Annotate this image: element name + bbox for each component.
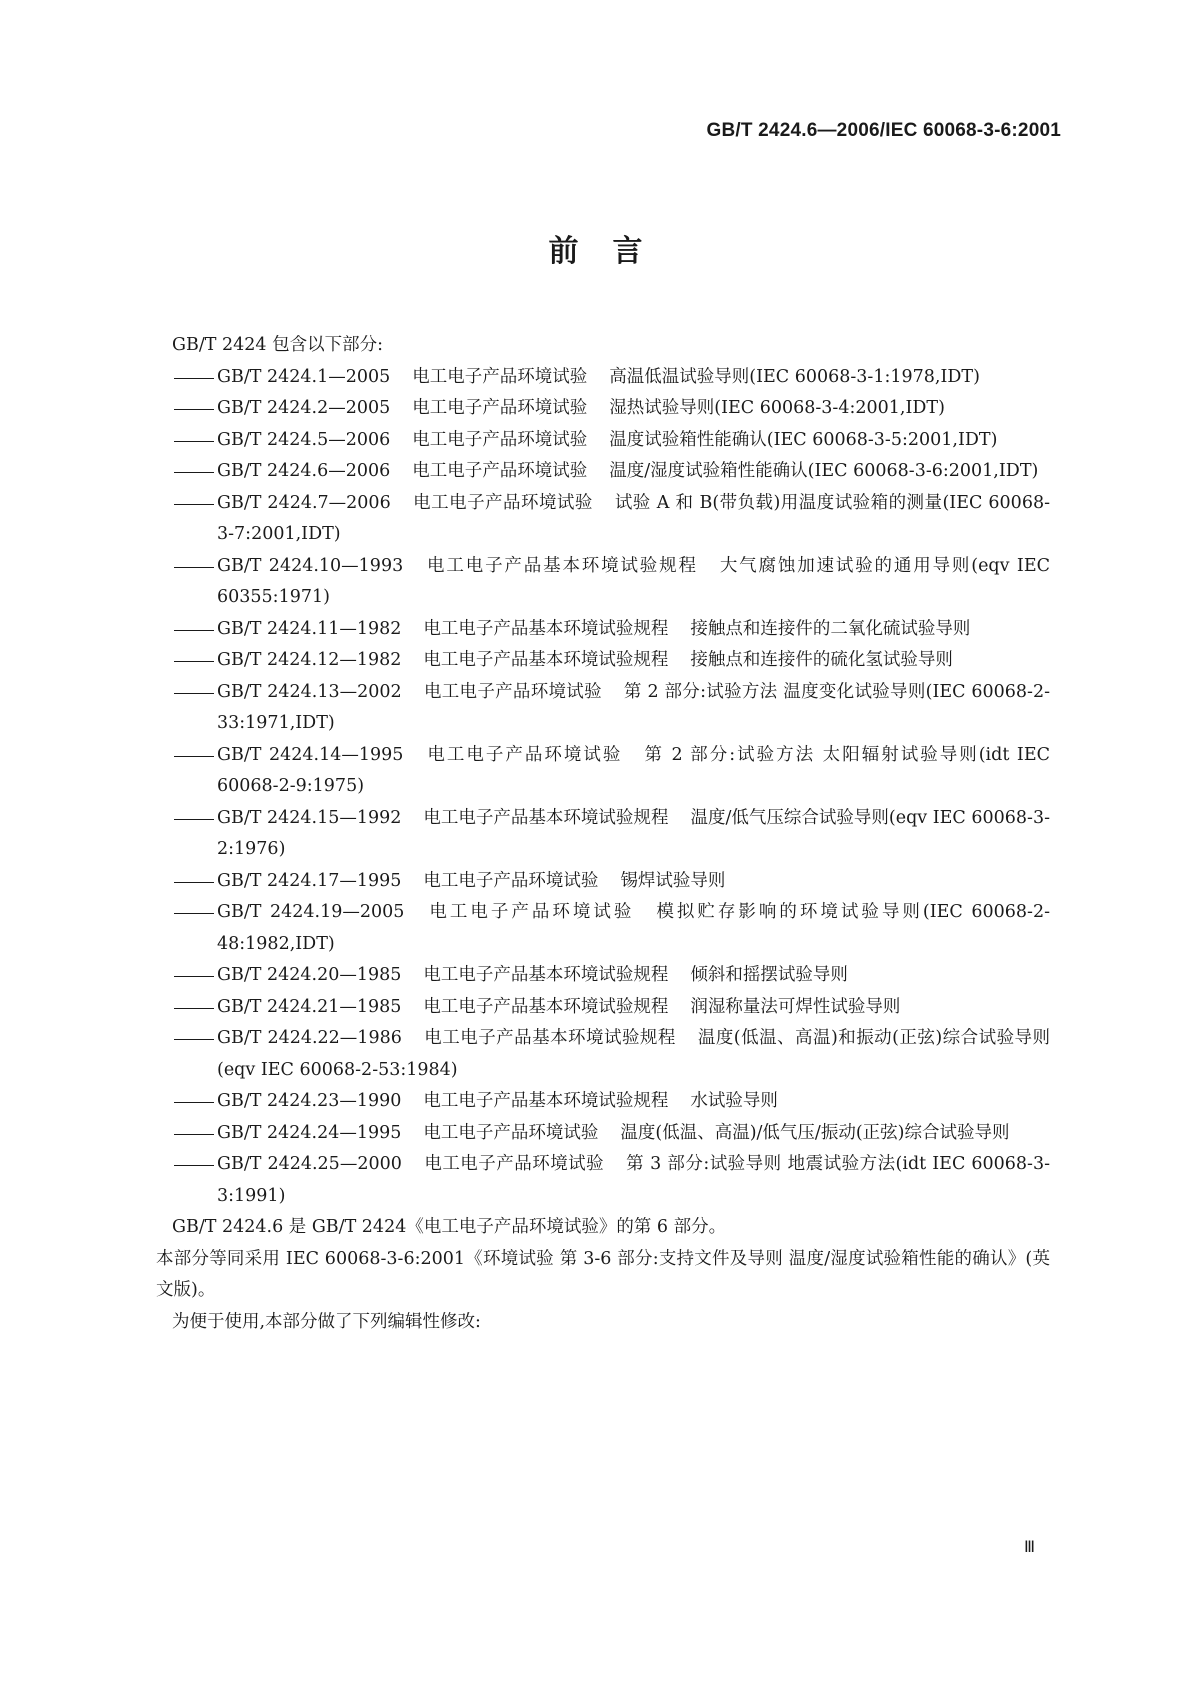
em-dash	[172, 1118, 216, 1150]
em-dash	[172, 614, 216, 646]
list-item	[172, 551, 1050, 614]
standard-code: GB/T 2424.14—1995	[217, 744, 404, 765]
em-dash	[172, 677, 216, 709]
standard-code-header: GB/T 2424.6—2006/IEC 60068-3-6:2001	[706, 120, 1061, 141]
standard-code: GB/T 2424.1—2005	[217, 366, 391, 387]
standard-code: GB/T 2424.20—1985	[217, 965, 402, 985]
em-dash	[172, 362, 216, 394]
em-dash	[172, 456, 216, 488]
standard-code: GB/T 2424.13—2002	[217, 681, 402, 702]
standard-category: 电工电子产品基本环境试验规程	[423, 996, 669, 1017]
standard-title: 高温低温试验导则(IEC 60068-3-1:1978,IDT)	[609, 366, 980, 387]
standard-category: 电工电子产品环境试验	[423, 870, 599, 891]
standard-title: 温度(低温、高温)/低气压/振动(正弦)综合试验导则	[620, 1122, 1010, 1143]
em-dash	[172, 425, 216, 457]
part-statement-paragraph: GB/T 2424.6 是 GB/T 2424《电工电子产品环境试验》的第 6 部分。	[172, 1217, 727, 1237]
page-number: Ⅲ	[1024, 1539, 1036, 1556]
list-item	[172, 645, 1050, 677]
list-item	[172, 992, 1050, 1024]
standard-code: GB/T 2424.10—1993	[217, 555, 404, 576]
list-item	[172, 1023, 1050, 1086]
standard-code: GB/T 2424.2—2005	[217, 398, 391, 418]
standard-title: 水试验导则	[690, 1091, 778, 1111]
standard-code: GB/T 2424.25—2000	[217, 1154, 402, 1174]
standard-code: GB/T 2424.22—1986	[217, 1028, 402, 1048]
standard-category: 电工电子产品环境试验	[423, 1122, 599, 1143]
standard-category: 电工电子产品环境试验	[412, 492, 593, 513]
em-dash	[172, 1149, 216, 1181]
em-dash	[172, 393, 216, 425]
list-item	[172, 866, 1050, 898]
standard-category: 电工电子产品环境试验	[412, 429, 588, 450]
em-dash	[172, 960, 216, 992]
list-item	[172, 803, 1050, 866]
list-item	[172, 425, 1050, 457]
standard-title: 第 2 部分:试验方法 太阳辐射试验导则(idt IEC 60068-2-9:1975)	[217, 744, 1051, 796]
standard-category: 电工电子产品环境试验	[425, 744, 623, 765]
standard-category: 电工电子产品环境试验	[412, 398, 588, 418]
standard-code: GB/T 2424.19—2005	[217, 902, 405, 922]
standard-code: GB/T 2424.15—1992	[217, 807, 402, 828]
standard-title: 温度试验箱性能确认(IEC 60068-3-5:2001,IDT)	[609, 429, 998, 450]
standard-title: 第 2 部分:试验方法 温度变化试验导则(IEC 60068-2-33:1971,IDT)	[217, 681, 1051, 733]
standard-title: 试验 A 和 B(带负载)用温度试验箱的测量(IEC 60068-3-7:2001,IDT)	[217, 492, 1050, 544]
standard-title: 接触点和连接件的硫化氢试验导则	[690, 650, 953, 670]
standard-title: 倾斜和摇摆试验导则	[690, 965, 848, 985]
list-item	[172, 393, 1050, 425]
standard-category: 电工电子产品环境试验	[426, 902, 635, 922]
standard-code: GB/T 2424.24—1995	[217, 1122, 402, 1143]
list-item	[172, 960, 1050, 992]
list-item	[172, 456, 1050, 488]
list-item	[172, 1086, 1050, 1118]
foreword-body	[156, 330, 1051, 1338]
em-dash	[172, 740, 216, 772]
standard-category: 电工电子产品环境试验	[423, 1154, 605, 1174]
standard-title: 温度/低气压综合试验导则(eqv IEC 60068-3-2:1976)	[217, 807, 1051, 859]
standard-category: 电工电子产品基本环境试验规程	[423, 650, 669, 670]
em-dash	[172, 645, 216, 677]
standard-category: 电工电子产品基本环境试验规程	[425, 555, 698, 576]
editorial-changes-paragraph: 为便于使用,本部分做了下列编辑性修改:	[172, 1311, 481, 1332]
standard-category: 电工电子产品环境试验	[412, 461, 588, 481]
standard-title: 大气腐蚀加速试验的通用导则(eqv IEC 60355:1971)	[217, 555, 1051, 607]
standard-code: GB/T 2424.11—1982	[217, 618, 402, 639]
page-title: 前言	[548, 234, 677, 269]
em-dash	[172, 1086, 216, 1118]
standard-category: 电工电子产品基本环境试验规程	[423, 1091, 669, 1111]
standard-category: 电工电子产品环境试验	[423, 681, 602, 702]
em-dash	[172, 992, 216, 1024]
list-item	[172, 362, 1050, 394]
list-item	[172, 740, 1050, 803]
standard-code: GB/T 2424.12—1982	[217, 650, 402, 670]
list-item	[172, 677, 1050, 740]
standard-code: GB/T 2424.17—1995	[217, 870, 402, 891]
standard-title: 温度(低温、高温)和振动(正弦)综合试验导则(eqv IEC 60068-2-53:1984)	[217, 1028, 1051, 1080]
standard-category: 电工电子产品基本环境试验规程	[423, 1028, 676, 1048]
list-item	[172, 488, 1050, 551]
em-dash	[172, 803, 216, 835]
em-dash	[172, 866, 216, 898]
standard-code: GB/T 2424.7—2006	[217, 492, 391, 513]
standard-code: GB/T 2424.6—2006	[217, 461, 391, 481]
adoption-paragraph: 本部分等同采用 IEC 60068-3-6:2001《环境试验 第 3-6 部分:支持文件及导则 温度/湿度试验箱性能的确认》(英文版)。	[156, 1248, 1050, 1300]
standard-code: GB/T 2424.5—2006	[217, 429, 391, 450]
em-dash	[172, 1023, 216, 1055]
standard-title: 模拟贮存影响的环境试验导则(IEC 60068-2-48:1982,IDT)	[217, 902, 1050, 954]
standard-title: 温度/湿度试验箱性能确认(IEC 60068-3-6:2001,IDT)	[609, 461, 1039, 481]
standard-category: 电工电子产品基本环境试验规程	[423, 807, 669, 828]
standard-code: GB/T 2424.21—1985	[217, 996, 402, 1017]
standard-title: 第 3 部分:试验导则 地震试验方法(idt IEC 60068-3-3:1991)	[217, 1154, 1051, 1206]
standard-title: 锡焊试验导则	[620, 870, 726, 891]
intro-paragraph: GB/T 2424 包含以下部分:	[172, 335, 383, 355]
standard-category: 电工电子产品基本环境试验规程	[423, 618, 669, 639]
list-item	[172, 1118, 1050, 1150]
list-item	[172, 1149, 1050, 1212]
list-item	[172, 897, 1050, 960]
standard-category: 电工电子产品环境试验	[412, 366, 588, 387]
em-dash	[172, 551, 216, 583]
standard-title: 润湿称量法可焊性试验导则	[690, 996, 901, 1017]
em-dash	[172, 488, 216, 520]
standard-code: GB/T 2424.23—1990	[217, 1091, 402, 1111]
em-dash	[172, 897, 216, 929]
standard-title: 湿热试验导则(IEC 60068-3-4:2001,IDT)	[609, 398, 945, 418]
list-item	[172, 614, 1050, 646]
standard-title: 接触点和连接件的二氧化硫试验导则	[690, 618, 971, 639]
standard-category: 电工电子产品基本环境试验规程	[423, 965, 669, 985]
